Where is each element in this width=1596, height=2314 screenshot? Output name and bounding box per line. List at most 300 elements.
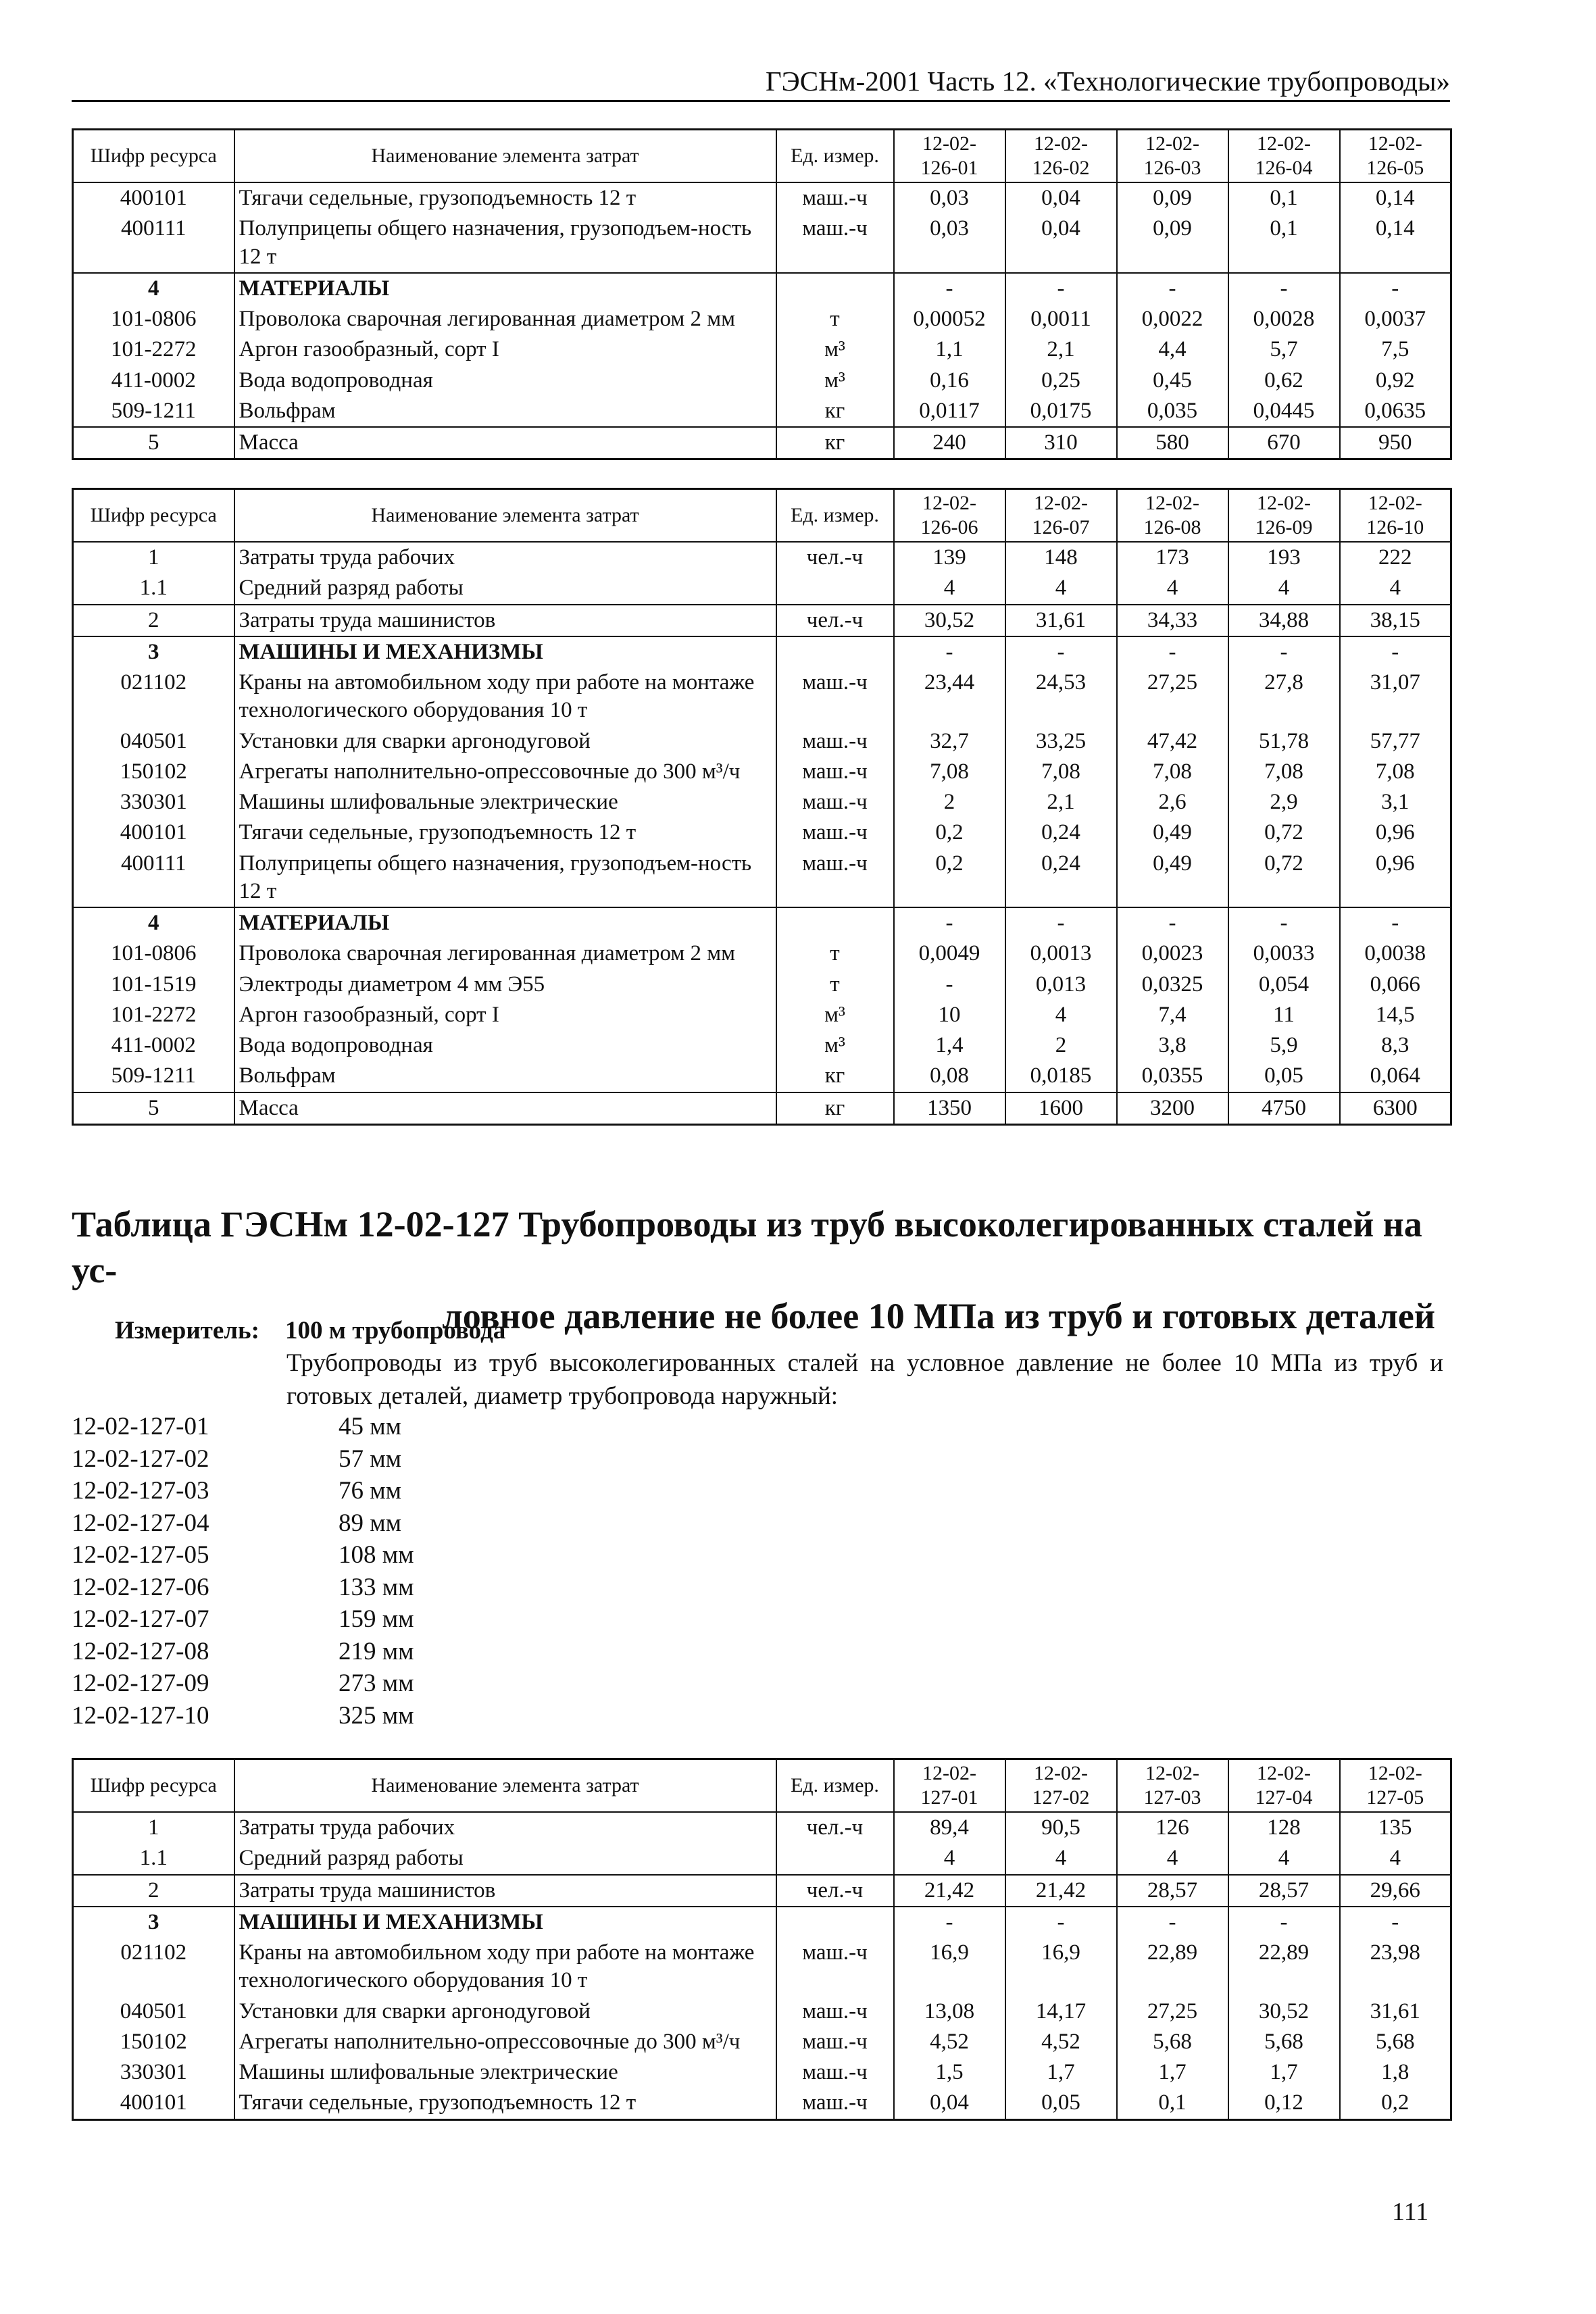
unit-cell: маш.-ч [776, 668, 894, 726]
table-127-title-line2: ловное давление не более 10 МПа из труб и готовых деталей [442, 1296, 1435, 1337]
table-row [73, 1000, 1451, 1030]
value-cell: 28,57 [1117, 1875, 1228, 1907]
cost-element-name: Электроды диаметром 4 мм Э55 [234, 970, 776, 1000]
value-cell: 0,1 [1228, 213, 1340, 273]
value-cell: 1,4 [894, 1030, 1005, 1061]
variant-row [72, 1475, 414, 1507]
value-cell: - [1005, 273, 1117, 304]
unit-cell: маш.-ч [776, 1996, 894, 2027]
value-cell: 0,92 [1340, 366, 1451, 396]
value-cell: 0,054 [1228, 970, 1340, 1000]
value-cell: 0,1 [1117, 2088, 1228, 2119]
resource-code: 400101 [73, 182, 234, 213]
value-cell: 4 [1005, 1000, 1117, 1030]
value-cell: 4 [1340, 1843, 1451, 1874]
header-variant-2: 12-02- 126-02 [1005, 130, 1117, 183]
table-row [73, 970, 1451, 1000]
value-cell: - [894, 1907, 1005, 1938]
value-cell: 5,7 [1228, 334, 1340, 365]
header-variant-2: 12-02- 126-07 [1005, 489, 1117, 543]
value-cell: 0,00052 [894, 304, 1005, 334]
cost-element-name: МАТЕРИАЛЫ [234, 273, 776, 304]
value-cell: 1,7 [1117, 2057, 1228, 2088]
header-variant-3: 12-02- 127-03 [1117, 1759, 1228, 1813]
header-name: Наименование элемента затрат [234, 489, 776, 543]
table-row [73, 1030, 1451, 1061]
value-cell: 4 [1228, 573, 1340, 604]
table-row [73, 787, 1451, 818]
value-cell: 0,96 [1340, 818, 1451, 848]
variant-list [72, 1411, 414, 1732]
value-cell: 0,72 [1228, 849, 1340, 908]
value-cell: 3200 [1117, 1092, 1228, 1125]
value-cell: 0,035 [1117, 396, 1228, 427]
value-cell: 0,0355 [1117, 1061, 1228, 1092]
variant-code: 12-02-127-01 [72, 1413, 209, 1440]
header-variant-5: 12-02- 126-05 [1340, 130, 1451, 183]
value-cell: - [1228, 1907, 1340, 1938]
table-row [73, 668, 1451, 726]
cost-element-name: МАШИНЫ И МЕХАНИЗМЫ [234, 1907, 776, 1938]
header-variant-1: 12-02- 126-06 [894, 489, 1005, 543]
table-127-title-line1: Таблица ГЭСНм 12-02-127 Трубопроводы из труб высоколегированных сталей на ус- [72, 1204, 1422, 1291]
variant-code: 12-02-127-04 [72, 1509, 209, 1537]
value-cell: 2 [894, 787, 1005, 818]
unit-cell: кг [776, 1092, 894, 1125]
value-cell: - [1228, 636, 1340, 668]
cost-element-name: Аргон газообразный, сорт I [234, 334, 776, 365]
value-cell: 128 [1228, 1812, 1340, 1843]
measure-label: Измеритель: [115, 1317, 259, 1344]
unit-cell [776, 1843, 894, 1874]
cost-element-name: Полуприцепы общего назначения, грузоподъем-ность 12 т [234, 849, 776, 908]
value-cell: 0,14 [1340, 182, 1451, 213]
resource-code: 021102 [73, 668, 234, 726]
header-name: Наименование элемента затрат [234, 1759, 776, 1813]
resource-code: 4 [73, 907, 234, 938]
resource-code: 3 [73, 1907, 234, 1938]
variant-code: 12-02-127-06 [72, 1573, 209, 1601]
value-cell: 21,42 [894, 1875, 1005, 1907]
value-cell: 2,1 [1005, 787, 1117, 818]
unit-cell [776, 573, 894, 604]
header-row [73, 1759, 1451, 1813]
value-cell: 1,8 [1340, 2057, 1451, 2088]
table-row [73, 334, 1451, 365]
resource-code: 400111 [73, 213, 234, 273]
resource-code: 021102 [73, 1938, 234, 1996]
value-cell: 0,05 [1005, 2088, 1117, 2119]
value-cell: 4,4 [1117, 334, 1228, 365]
resource-code: 1.1 [73, 573, 234, 604]
value-cell: - [1117, 636, 1228, 668]
value-cell: 0,2 [894, 818, 1005, 848]
cost-element-name: Средний разряд работы [234, 573, 776, 604]
header-variant-1: 12-02- 126-01 [894, 130, 1005, 183]
value-cell: 0,1 [1228, 182, 1340, 213]
header-unit: Ед. измер. [776, 130, 894, 183]
value-cell: 0,24 [1005, 849, 1117, 908]
table-row [73, 605, 1451, 636]
resource-code: 1 [73, 1812, 234, 1843]
variant-diameter: 219 мм [339, 1637, 414, 1665]
unit-cell [776, 1907, 894, 1938]
cost-element-name: Тягачи седельные, грузоподъемность 12 т [234, 2088, 776, 2119]
unit-cell [776, 636, 894, 668]
value-cell: 2,6 [1117, 787, 1228, 818]
cost-element-name: Машины шлифовальные электрические [234, 2057, 776, 2088]
value-cell: 14,17 [1005, 1996, 1117, 2027]
value-cell: 21,42 [1005, 1875, 1117, 1907]
cost-element-name: Тягачи седельные, грузоподъемность 12 т [234, 182, 776, 213]
value-cell: 5,9 [1228, 1030, 1340, 1061]
value-cell: 30,52 [1228, 1996, 1340, 2027]
table-row [73, 427, 1451, 459]
cost-element-name: Масса [234, 1092, 776, 1125]
cost-element-name: Аргон газообразный, сорт I [234, 1000, 776, 1030]
resource-code: 1 [73, 542, 234, 573]
value-cell: 6300 [1340, 1092, 1451, 1125]
header-unit: Ед. измер. [776, 489, 894, 543]
resource-code: 101-2272 [73, 1000, 234, 1030]
table-row [73, 1812, 1451, 1843]
value-cell: 7,08 [894, 757, 1005, 787]
cost-table-126-06-10 [72, 488, 1452, 1126]
value-cell: - [1228, 907, 1340, 938]
running-header: ГЭСНм-2001 Часть 12. «Технологические трубопроводы» [72, 65, 1450, 102]
table-row [73, 542, 1451, 573]
value-cell: - [1005, 636, 1117, 668]
value-cell: 4 [1117, 1843, 1228, 1874]
value-cell: 33,25 [1005, 726, 1117, 757]
unit-cell: кг [776, 1061, 894, 1092]
header-variant-2: 12-02- 127-02 [1005, 1759, 1117, 1813]
resource-code: 150102 [73, 757, 234, 787]
value-cell: 670 [1228, 427, 1340, 459]
cost-table-127-01-05 [72, 1758, 1452, 2121]
value-cell: 0,03 [894, 213, 1005, 273]
resource-code: 400101 [73, 818, 234, 848]
cost-element-name: Проволока сварочная легированная диаметром 2 мм [234, 304, 776, 334]
value-cell: 3,1 [1340, 787, 1451, 818]
cost-element-name: Агрегаты наполнительно-опрессовочные до 300 м³/ч [234, 757, 776, 787]
value-cell: 2,9 [1228, 787, 1340, 818]
value-cell: 148 [1005, 542, 1117, 573]
value-cell: 1,1 [894, 334, 1005, 365]
cost-table-126-01-05 [72, 128, 1452, 460]
value-cell: 38,15 [1340, 605, 1451, 636]
variant-row [72, 1507, 414, 1540]
value-cell: 173 [1117, 542, 1228, 573]
value-cell: 7,5 [1340, 334, 1451, 365]
variant-row [72, 1636, 414, 1668]
unit-cell: маш.-ч [776, 182, 894, 213]
unit-cell: т [776, 304, 894, 334]
value-cell: - [1117, 1907, 1228, 1938]
variant-row [72, 1539, 414, 1571]
table-row [73, 2088, 1451, 2119]
value-cell: 7,4 [1117, 1000, 1228, 1030]
cost-element-name: Краны на автомобильном ходу при работе на монтаже технологического оборудования 10 т [234, 1938, 776, 1996]
unit-cell: маш.-ч [776, 1938, 894, 1996]
variant-row [72, 1603, 414, 1636]
table-row [73, 2057, 1451, 2088]
value-cell: 31,07 [1340, 668, 1451, 726]
value-cell: 0,0028 [1228, 304, 1340, 334]
value-cell: 32,7 [894, 726, 1005, 757]
value-cell: 0,49 [1117, 849, 1228, 908]
unit-cell: маш.-ч [776, 2057, 894, 2088]
value-cell: 0,0049 [894, 938, 1005, 969]
value-cell: 1350 [894, 1092, 1005, 1125]
value-cell: 4 [1340, 573, 1451, 604]
value-cell: 90,5 [1005, 1812, 1117, 1843]
value-cell: 0,2 [894, 849, 1005, 908]
variant-diameter: 108 мм [339, 1541, 414, 1569]
table-row [73, 366, 1451, 396]
value-cell: 34,88 [1228, 605, 1340, 636]
value-cell: 0,24 [1005, 818, 1117, 848]
cost-element-name: Масса [234, 427, 776, 459]
header-variant-5: 12-02- 126-10 [1340, 489, 1451, 543]
cost-element-name: Тягачи седельные, грузоподъемность 12 т [234, 818, 776, 848]
unit-cell: м³ [776, 366, 894, 396]
value-cell: 4 [1005, 1843, 1117, 1874]
value-cell: - [1005, 1907, 1117, 1938]
unit-cell: кг [776, 396, 894, 427]
unit-cell: м³ [776, 334, 894, 365]
cost-element-name: Затраты труда машинистов [234, 1875, 776, 1907]
table-row [73, 1061, 1451, 1092]
value-cell: 135 [1340, 1812, 1451, 1843]
value-cell: 7,08 [1228, 757, 1340, 787]
value-cell: 0,0325 [1117, 970, 1228, 1000]
unit-cell: маш.-ч [776, 2088, 894, 2119]
value-cell: 4 [1117, 573, 1228, 604]
unit-cell [776, 907, 894, 938]
value-cell: 47,42 [1117, 726, 1228, 757]
unit-cell [776, 273, 894, 304]
table-row [73, 849, 1451, 908]
header-row [73, 489, 1451, 543]
value-cell: 1,7 [1005, 2057, 1117, 2088]
value-cell: 22,89 [1228, 1938, 1340, 1996]
value-cell: - [1340, 907, 1451, 938]
resource-code: 101-0806 [73, 938, 234, 969]
variant-code: 12-02-127-08 [72, 1637, 209, 1665]
resource-code: 2 [73, 1875, 234, 1907]
page-number: 111 [1392, 2198, 1429, 2226]
resource-code: 040501 [73, 726, 234, 757]
value-cell: 139 [894, 542, 1005, 573]
value-cell: - [1340, 1907, 1451, 1938]
table-row [73, 182, 1451, 213]
value-cell: 4 [1005, 573, 1117, 604]
value-cell: 0,04 [1005, 213, 1117, 273]
table-row [73, 573, 1451, 604]
variant-code: 12-02-127-10 [72, 1701, 209, 1730]
unit-cell: маш.-ч [776, 757, 894, 787]
value-cell: 0,0185 [1005, 1061, 1117, 1092]
resource-code: 101-1519 [73, 970, 234, 1000]
unit-cell: м³ [776, 1000, 894, 1030]
resource-code: 3 [73, 636, 234, 668]
value-cell: 5,68 [1340, 2027, 1451, 2057]
value-cell: 0,0175 [1005, 396, 1117, 427]
variant-diameter: 76 мм [339, 1477, 402, 1505]
header-name: Наименование элемента затрат [234, 130, 776, 183]
value-cell: 4,52 [894, 2027, 1005, 2057]
unit-cell: чел.-ч [776, 1875, 894, 1907]
value-cell: 23,98 [1340, 1938, 1451, 1996]
resource-code: 5 [73, 427, 234, 459]
resource-code: 509-1211 [73, 1061, 234, 1092]
value-cell: 580 [1117, 427, 1228, 459]
variant-diameter: 133 мм [339, 1573, 414, 1601]
value-cell: 0,0635 [1340, 396, 1451, 427]
value-cell: 7,08 [1005, 757, 1117, 787]
value-cell: - [1228, 273, 1340, 304]
value-cell: 0,09 [1117, 213, 1228, 273]
value-cell: 0,0445 [1228, 396, 1340, 427]
resource-code: 4 [73, 273, 234, 304]
variant-row [72, 1667, 414, 1700]
header-variant-3: 12-02- 126-03 [1117, 130, 1228, 183]
variant-row [72, 1443, 414, 1476]
value-cell: 0,72 [1228, 818, 1340, 848]
value-cell: 28,57 [1228, 1875, 1340, 1907]
resource-code: 101-0806 [73, 304, 234, 334]
cost-element-name: Вода водопроводная [234, 1030, 776, 1061]
value-cell: 2,1 [1005, 334, 1117, 365]
value-cell: 0,96 [1340, 849, 1451, 908]
value-cell: - [894, 970, 1005, 1000]
cost-element-name: Средний разряд работы [234, 1843, 776, 1874]
value-cell: 16,9 [894, 1938, 1005, 1996]
value-cell: 14,5 [1340, 1000, 1451, 1030]
cost-element-name: Затраты труда рабочих [234, 1812, 776, 1843]
measure-unit [115, 1316, 505, 1345]
unit-cell: маш.-ч [776, 818, 894, 848]
value-cell: 0,14 [1340, 213, 1451, 273]
value-cell: 0,064 [1340, 1061, 1451, 1092]
resource-code: 101-2272 [73, 334, 234, 365]
table-row [73, 1092, 1451, 1125]
value-cell: 89,4 [894, 1812, 1005, 1843]
value-cell: 4 [894, 1843, 1005, 1874]
value-cell: 11 [1228, 1000, 1340, 1030]
value-cell: - [1340, 273, 1451, 304]
resource-code: 330301 [73, 787, 234, 818]
cost-element-name: Установки для сварки аргонодуговой [234, 1996, 776, 2027]
variant-code: 12-02-127-07 [72, 1605, 209, 1633]
value-cell: 5,68 [1117, 2027, 1228, 2057]
value-cell: 3,8 [1117, 1030, 1228, 1061]
cost-element-name: Вода водопроводная [234, 366, 776, 396]
value-cell: 0,066 [1340, 970, 1451, 1000]
variant-diameter: 159 мм [339, 1605, 414, 1633]
resource-code: 5 [73, 1092, 234, 1125]
resource-code: 400101 [73, 2088, 234, 2119]
value-cell: 10 [894, 1000, 1005, 1030]
header-variant-5: 12-02- 127-05 [1340, 1759, 1451, 1813]
cost-element-name: Краны на автомобильном ходу при работе на монтаже технологического оборудования 10 т [234, 668, 776, 726]
table-row [73, 273, 1451, 304]
header-row [73, 130, 1451, 183]
variant-diameter: 89 мм [339, 1509, 402, 1537]
measure-value: 100 м трубопровода [285, 1317, 506, 1344]
unit-cell: чел.-ч [776, 605, 894, 636]
value-cell: - [1117, 273, 1228, 304]
value-cell: 0,08 [894, 1061, 1005, 1092]
value-cell: 8,3 [1340, 1030, 1451, 1061]
unit-cell: маш.-ч [776, 213, 894, 273]
value-cell: 0,0117 [894, 396, 1005, 427]
value-cell: 0,2 [1340, 2088, 1451, 2119]
value-cell: 13,08 [894, 1996, 1005, 2027]
value-cell: - [894, 273, 1005, 304]
value-cell: 0,0013 [1005, 938, 1117, 969]
value-cell: 27,25 [1117, 1996, 1228, 2027]
resource-code: 1.1 [73, 1843, 234, 1874]
value-cell: 23,44 [894, 668, 1005, 726]
cost-element-name: МАШИНЫ И МЕХАНИЗМЫ [234, 636, 776, 668]
unit-cell: кг [776, 427, 894, 459]
cost-element-name: Полуприцепы общего назначения, грузоподъем-ность 12 т [234, 213, 776, 273]
cost-element-name: Затраты труда рабочих [234, 542, 776, 573]
resource-code: 040501 [73, 1996, 234, 2027]
cost-element-name: Вольфрам [234, 1061, 776, 1092]
value-cell: 1,5 [894, 2057, 1005, 2088]
resource-code: 400111 [73, 849, 234, 908]
value-cell: 0,0038 [1340, 938, 1451, 969]
variant-code: 12-02-127-05 [72, 1541, 209, 1569]
value-cell: 0,45 [1117, 366, 1228, 396]
value-cell: 4750 [1228, 1092, 1340, 1125]
value-cell: 0,04 [1005, 182, 1117, 213]
unit-cell: т [776, 970, 894, 1000]
header-variant-4: 12-02- 127-04 [1228, 1759, 1340, 1813]
value-cell: 0,49 [1117, 818, 1228, 848]
cost-element-name: Агрегаты наполнительно-опрессовочные до 300 м³/ч [234, 2027, 776, 2057]
value-cell: 4 [894, 573, 1005, 604]
value-cell: - [1005, 907, 1117, 938]
variant-row [72, 1700, 414, 1732]
value-cell: 4,52 [1005, 2027, 1117, 2057]
resource-code: 411-0002 [73, 1030, 234, 1061]
value-cell: 0,09 [1117, 182, 1228, 213]
value-cell: 31,61 [1005, 605, 1117, 636]
value-cell: 0,03 [894, 182, 1005, 213]
table-row [73, 726, 1451, 757]
value-cell: 240 [894, 427, 1005, 459]
resource-code: 2 [73, 605, 234, 636]
table-row [73, 1907, 1451, 1938]
table-row [73, 304, 1451, 334]
value-cell: 1600 [1005, 1092, 1117, 1125]
value-cell: - [1117, 907, 1228, 938]
header-variant-3: 12-02- 126-08 [1117, 489, 1228, 543]
header-code: Шифр ресурса [73, 489, 234, 543]
header-code: Шифр ресурса [73, 130, 234, 183]
table-row [73, 2027, 1451, 2057]
variant-code: 12-02-127-03 [72, 1477, 209, 1505]
value-cell: 24,53 [1005, 668, 1117, 726]
unit-cell: т [776, 938, 894, 969]
variant-diameter: 325 мм [339, 1701, 414, 1730]
value-cell: 0,12 [1228, 2088, 1340, 2119]
variant-diameter: 45 мм [339, 1413, 402, 1440]
